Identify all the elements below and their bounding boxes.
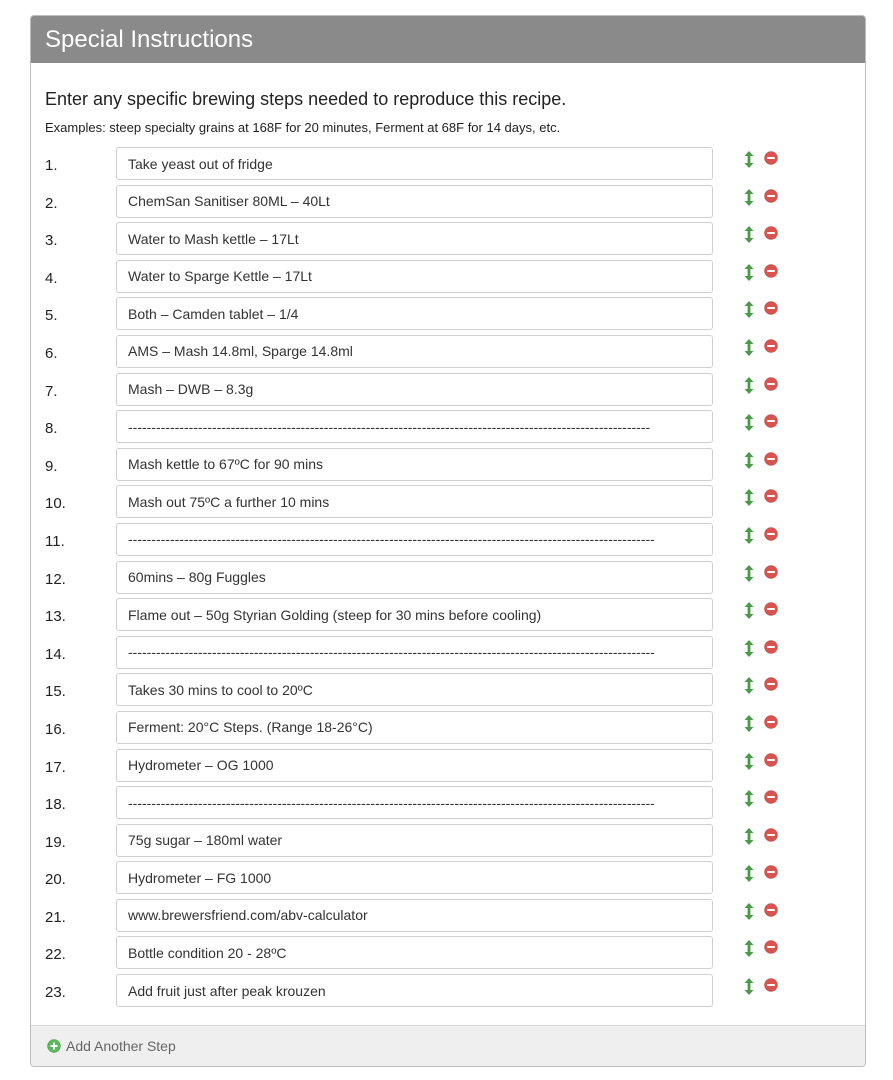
step-input[interactable] bbox=[116, 448, 713, 481]
remove-circle-icon[interactable] bbox=[764, 903, 778, 917]
move-arrows-icon[interactable] bbox=[744, 565, 754, 582]
remove-circle-icon[interactable] bbox=[764, 452, 778, 466]
move-arrows-icon[interactable] bbox=[744, 903, 754, 920]
step-row bbox=[31, 260, 865, 298]
step-row bbox=[31, 861, 865, 899]
remove-circle-icon[interactable] bbox=[764, 414, 778, 428]
step-input[interactable] bbox=[116, 485, 713, 518]
move-arrows-icon[interactable] bbox=[744, 151, 754, 168]
move-arrows-icon[interactable] bbox=[744, 414, 754, 431]
remove-circle-icon[interactable] bbox=[764, 189, 778, 203]
step-row bbox=[31, 749, 865, 787]
move-arrows-icon[interactable] bbox=[744, 452, 754, 469]
step-number: 7. bbox=[45, 382, 58, 400]
remove-circle-icon[interactable] bbox=[764, 828, 778, 842]
step-number: 23. bbox=[45, 984, 66, 1002]
step-row bbox=[31, 448, 865, 486]
step-row bbox=[31, 335, 865, 373]
steps-list bbox=[31, 147, 865, 1012]
step-number: 6. bbox=[45, 344, 58, 362]
step-row bbox=[31, 636, 865, 674]
remove-circle-icon[interactable] bbox=[764, 527, 778, 541]
remove-circle-icon[interactable] bbox=[764, 377, 778, 391]
step-input[interactable] bbox=[116, 523, 713, 556]
step-input[interactable] bbox=[116, 410, 713, 443]
step-number: 18. bbox=[45, 796, 66, 814]
step-row bbox=[31, 485, 865, 523]
move-arrows-icon[interactable] bbox=[744, 301, 754, 318]
step-row bbox=[31, 786, 865, 824]
step-input[interactable] bbox=[116, 861, 713, 894]
step-row bbox=[31, 373, 865, 411]
step-input[interactable] bbox=[116, 824, 713, 857]
step-row bbox=[31, 974, 865, 1012]
step-row bbox=[31, 523, 865, 561]
step-number: 22. bbox=[45, 946, 66, 964]
remove-circle-icon[interactable] bbox=[764, 677, 778, 691]
step-number: 16. bbox=[45, 720, 66, 738]
special-instructions-panel bbox=[30, 15, 866, 1067]
move-arrows-icon[interactable] bbox=[744, 640, 754, 657]
remove-circle-icon[interactable] bbox=[764, 865, 778, 879]
move-arrows-icon[interactable] bbox=[744, 189, 754, 206]
intro-text: Enter any specific brewing steps needed to reproduce this recipe. bbox=[45, 89, 567, 109]
move-arrows-icon[interactable] bbox=[744, 677, 754, 694]
remove-circle-icon[interactable] bbox=[764, 790, 778, 804]
step-number: 19. bbox=[45, 833, 66, 851]
remove-circle-icon[interactable] bbox=[764, 940, 778, 954]
step-row bbox=[31, 147, 865, 185]
move-arrows-icon[interactable] bbox=[744, 978, 754, 995]
move-arrows-icon[interactable] bbox=[744, 715, 754, 732]
step-number: 14. bbox=[45, 645, 66, 663]
step-input[interactable] bbox=[116, 974, 713, 1007]
remove-circle-icon[interactable] bbox=[764, 226, 778, 240]
step-row bbox=[31, 297, 865, 335]
add-circle-icon bbox=[47, 1039, 61, 1053]
move-arrows-icon[interactable] bbox=[744, 602, 754, 619]
remove-circle-icon[interactable] bbox=[764, 339, 778, 353]
move-arrows-icon[interactable] bbox=[744, 940, 754, 957]
step-number: 15. bbox=[45, 683, 66, 701]
step-number: 10. bbox=[45, 495, 66, 513]
step-row bbox=[31, 824, 865, 862]
move-arrows-icon[interactable] bbox=[744, 790, 754, 807]
move-arrows-icon[interactable] bbox=[744, 339, 754, 356]
step-input[interactable] bbox=[116, 786, 713, 819]
move-arrows-icon[interactable] bbox=[744, 489, 754, 506]
remove-circle-icon[interactable] bbox=[764, 489, 778, 503]
panel-title: Special Instructions bbox=[31, 16, 865, 63]
step-row bbox=[31, 598, 865, 636]
step-input[interactable] bbox=[116, 260, 713, 293]
step-number: 8. bbox=[45, 420, 58, 438]
step-number: 13. bbox=[45, 608, 66, 626]
step-number: 3. bbox=[45, 232, 58, 250]
step-number: 4. bbox=[45, 269, 58, 287]
add-step-label: Add Another Step bbox=[66, 1038, 176, 1054]
step-input[interactable] bbox=[116, 711, 713, 744]
move-arrows-icon[interactable] bbox=[744, 264, 754, 281]
step-row bbox=[31, 222, 865, 260]
remove-circle-icon[interactable] bbox=[764, 301, 778, 315]
step-input[interactable] bbox=[116, 899, 713, 932]
add-another-step-button[interactable] bbox=[47, 1038, 176, 1054]
step-number: 17. bbox=[45, 758, 66, 776]
step-input[interactable] bbox=[116, 936, 713, 969]
move-arrows-icon[interactable] bbox=[744, 753, 754, 770]
step-number: 12. bbox=[45, 570, 66, 588]
remove-circle-icon[interactable] bbox=[764, 151, 778, 165]
step-row bbox=[31, 410, 865, 448]
step-input[interactable] bbox=[116, 373, 713, 406]
remove-circle-icon[interactable] bbox=[764, 565, 778, 579]
step-input[interactable] bbox=[116, 185, 713, 218]
step-number: 5. bbox=[45, 307, 58, 325]
step-input[interactable] bbox=[116, 561, 713, 594]
step-row bbox=[31, 561, 865, 599]
remove-circle-icon[interactable] bbox=[764, 978, 778, 992]
step-row bbox=[31, 711, 865, 749]
step-number: 9. bbox=[45, 457, 58, 475]
remove-circle-icon[interactable] bbox=[764, 602, 778, 616]
move-arrows-icon[interactable] bbox=[744, 828, 754, 845]
step-row bbox=[31, 899, 865, 937]
examples-text: Examples: steep specialty grains at 168F for 20 minutes, Ferment at 68F for 14 days, etc. bbox=[45, 120, 561, 135]
remove-circle-icon[interactable] bbox=[764, 640, 778, 654]
step-input[interactable] bbox=[116, 598, 713, 631]
step-input[interactable] bbox=[116, 147, 713, 180]
panel-footer bbox=[31, 1025, 865, 1066]
move-arrows-icon[interactable] bbox=[744, 226, 754, 243]
step-number: 11. bbox=[45, 532, 65, 550]
step-input[interactable] bbox=[116, 636, 713, 669]
step-number: 20. bbox=[45, 871, 66, 889]
step-input[interactable] bbox=[116, 673, 713, 706]
step-row bbox=[31, 185, 865, 223]
step-input[interactable] bbox=[116, 749, 713, 782]
move-arrows-icon[interactable] bbox=[744, 527, 754, 544]
step-input[interactable] bbox=[116, 297, 713, 330]
step-row bbox=[31, 936, 865, 974]
step-number: 21. bbox=[45, 908, 66, 926]
step-input[interactable] bbox=[116, 222, 713, 255]
step-row bbox=[31, 673, 865, 711]
move-arrows-icon[interactable] bbox=[744, 865, 754, 882]
step-number: 1. bbox=[45, 157, 58, 174]
remove-circle-icon[interactable] bbox=[764, 264, 778, 278]
move-arrows-icon[interactable] bbox=[744, 377, 754, 394]
remove-circle-icon[interactable] bbox=[764, 715, 778, 729]
step-number: 2. bbox=[45, 194, 58, 212]
step-input[interactable] bbox=[116, 335, 713, 368]
remove-circle-icon[interactable] bbox=[764, 753, 778, 767]
